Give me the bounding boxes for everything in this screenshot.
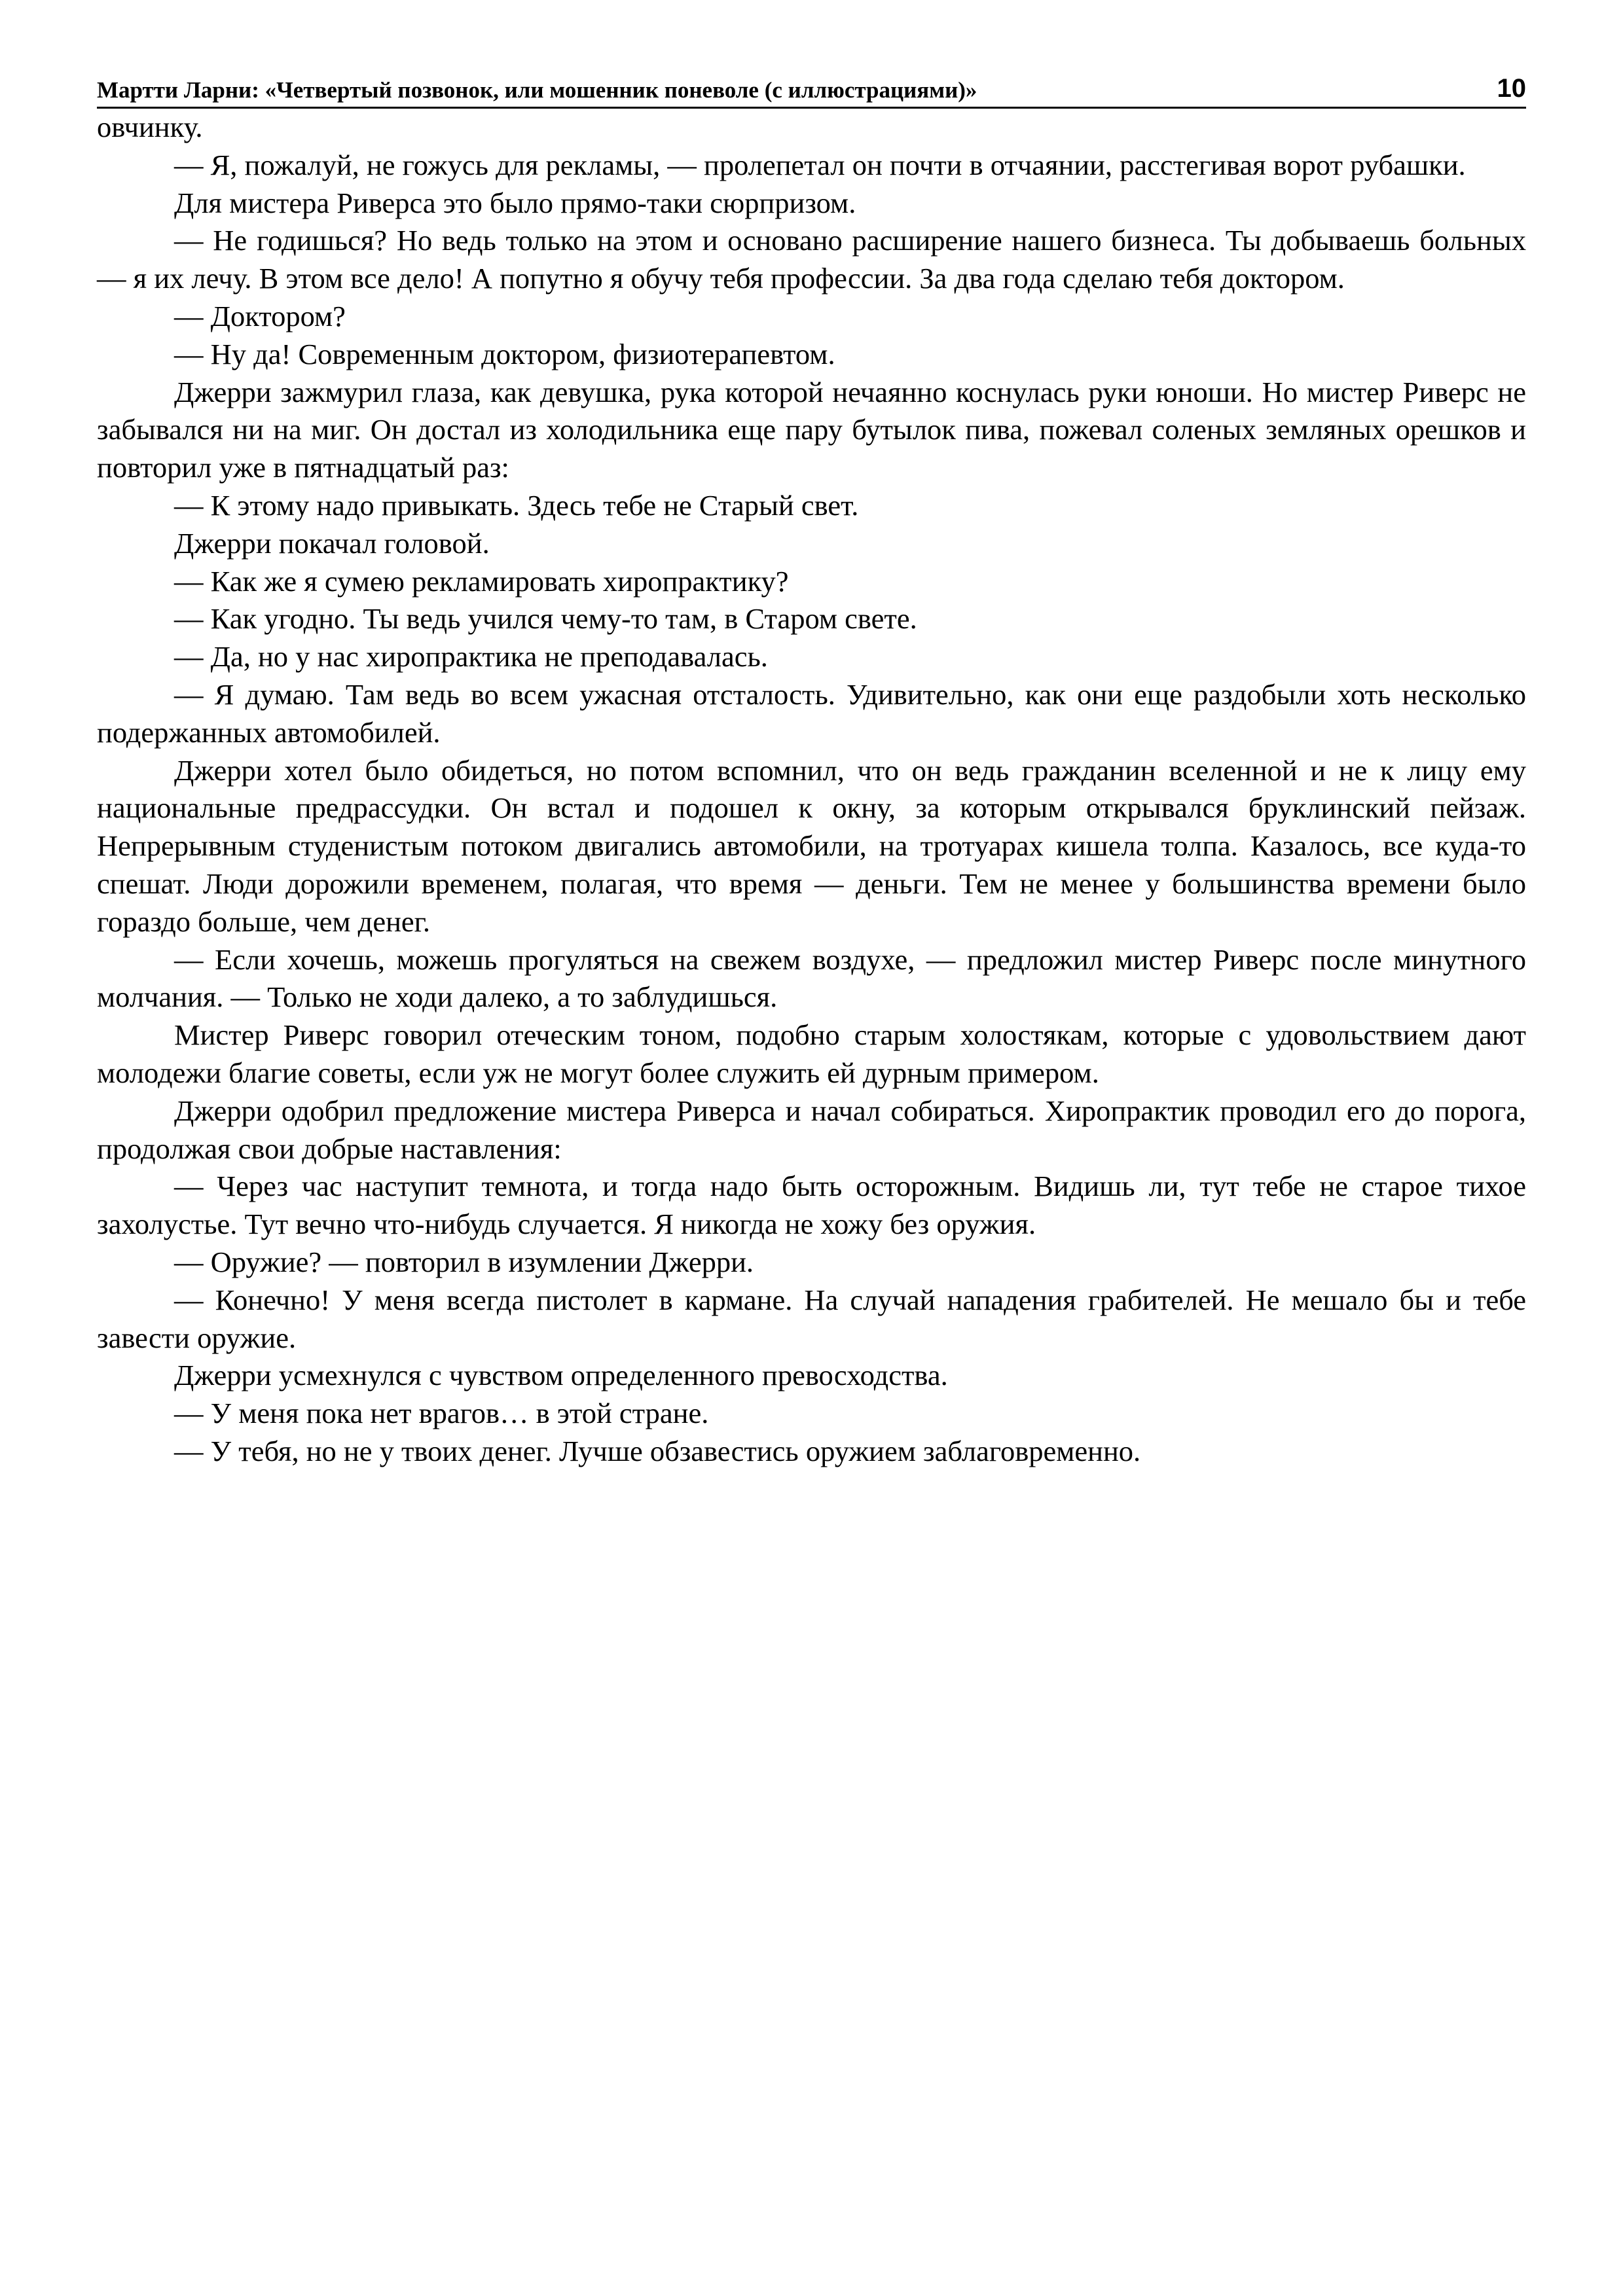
body-text <box>97 109 1526 1471</box>
paragraph: Мистер Риверс говорил отеческим тоном, подобно старым холостякам, которые с удовольствием дают молодежи благие советы, если уж не могут более служить ей дурным примером. <box>97 1018 1526 1089</box>
document-page <box>97 0 1526 2296</box>
paragraph: Джерри усмехнулся с чувством определенного превосходства. <box>174 1359 948 1392</box>
paragraph: Джерри одобрил предложение мистера Риверса и начал собираться. Хиропрактик проводил его до порога, продолжая свои добрые наставления: <box>97 1094 1526 1165</box>
running-header <box>97 68 1526 109</box>
paragraph: Джерри хотел было обидеться, но потом вспомнил, что он ведь гражданин вселенной и не к лицу ему национальные предрассудки. Он встал и подошел к окну, за которым открывался бруклинский пейзаж. Непрерывным студенистым потоком двигались автомобили, на тротуарах кишела толпа. Казалось, все куда-то спешат. Люди дорожили временем, полагая, что время — деньги. Тем не менее у большинства времени было гораздо больше, чем денег. <box>97 753 1526 938</box>
page-number: 10 <box>1497 74 1526 103</box>
paragraph: — Не годишься? Но ведь только на этом и основано расширение нашего бизнеса. Ты добываешь больных — я их лечу. В этом все дело! А попутно я обучу тебя профессии. За два года сделаю тебя доктором. <box>97 224 1526 295</box>
paragraph: — Ну да! Современным доктором, физиотерапевтом. <box>174 337 835 370</box>
paragraph: — У тебя, но не у твоих денег. Лучше обзавестись оружием заблаговременно. <box>174 1434 1141 1467</box>
paragraph: — Как же я сумею рекламировать хиропрактику? <box>174 564 789 598</box>
book-title: Мартти Ларни: «Четвертый позвонок, или мошенник поневоле (с иллюстрациями)» <box>97 77 977 103</box>
paragraph: — Оружие? — повторил в изумлении Джерри. <box>174 1245 754 1278</box>
paragraph: Джерри покачал головой. <box>174 526 490 560</box>
paragraph: — Доктором? <box>174 299 346 332</box>
paragraph: — Конечно! У меня всегда пистолет в кармане. На случай нападения грабителей. Не мешало бы и тебе завести оружие. <box>97 1283 1526 1354</box>
paragraph: — У меня пока нет врагов… в этой стране. <box>174 1397 709 1430</box>
paragraph: — Через час наступит темнота, и тогда надо быть осторожным. Видишь ли, тут тебе не старое тихое захолустье. Тут вечно что-нибудь случается. Я никогда не хожу без оружия. <box>97 1170 1526 1241</box>
paragraph: — К этому надо привыкать. Здесь тебе не Старый свет. <box>174 488 859 522</box>
paragraph: — Да, но у нас хиропрактика не преподавалась. <box>174 640 768 673</box>
paragraph: — Как угодно. Ты ведь учился чему-то там, в Старом свете. <box>174 602 917 636</box>
paragraph: — Я думаю. Там ведь во всем ужасная отсталость. Удивительно, как они еще раздобыли хоть несколько подержанных автомобилей. <box>97 677 1526 749</box>
paragraph: Для мистера Риверса это было прямо-таки сюрпризом. <box>174 186 856 219</box>
paragraph: — Я, пожалуй, не гожусь для рекламы, — пролепетал он почти в отчаянии, расстегивая ворот рубашки. <box>174 148 1466 181</box>
paragraph: Джерри зажмурил глаза, как девушка, рука которой нечаянно коснулась руки юноши. Но мистер Риверс не забывался ни на миг. Он достал из холодильника еще пару бутылок пива, пожевал соленых земляных орешков и повторил уже в пятнадцатый раз: <box>97 375 1526 484</box>
paragraph: — Если хочешь, можешь прогуляться на свежем воздухе, — предложил мистер Риверс после минутного молчания. — Только не ходи далеко, а то заблудишься. <box>97 942 1526 1014</box>
paragraph: овчинку. <box>97 111 203 143</box>
